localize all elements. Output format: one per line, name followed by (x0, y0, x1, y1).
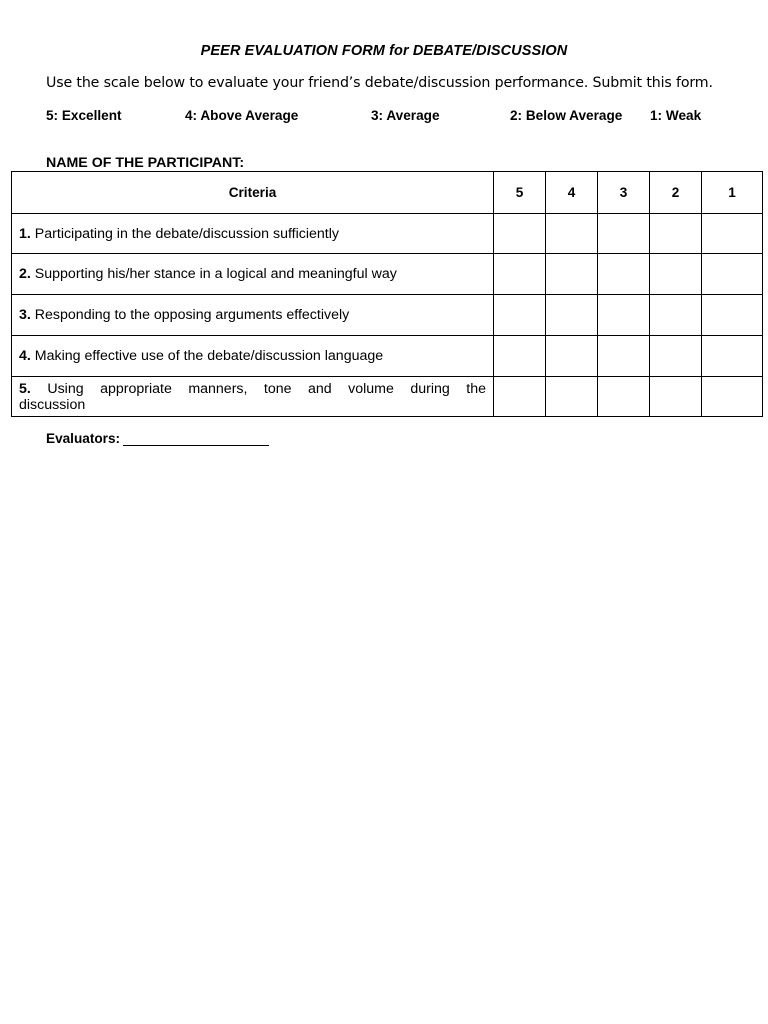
score-cell-1[interactable] (702, 254, 763, 295)
scale-average: 3: Average (371, 108, 440, 123)
score-cell-2[interactable] (650, 377, 702, 417)
form-title: PEER EVALUATION FORM for DEBATE/DISCUSSION (200, 43, 568, 59)
criterion-text: Using appropriate manners, tone and volume during the (47, 380, 486, 397)
score-cell-2[interactable] (650, 295, 702, 336)
score-cell-3[interactable] (598, 336, 650, 377)
score-cell-5[interactable] (494, 214, 546, 254)
criterion-number: 1. (19, 225, 31, 242)
scale-weak: 1: Weak (650, 108, 702, 123)
score-cell-2[interactable] (650, 214, 702, 254)
score-cell-3[interactable] (598, 214, 650, 254)
score-cell-2[interactable] (650, 254, 702, 295)
criterion-cell (12, 377, 494, 417)
score-cell-5[interactable] (494, 254, 546, 295)
score-cell-4[interactable] (546, 254, 598, 295)
participant-name-label: NAME OF THE PARTICIPANT: (46, 155, 245, 171)
criterion-number: 2. (19, 266, 31, 282)
evaluation-table (11, 171, 763, 417)
score-header-4: 4 (546, 172, 598, 214)
table-row (12, 254, 763, 295)
criteria-header: Criteria (12, 172, 494, 214)
criterion-line-1 (19, 381, 486, 397)
table-row (12, 214, 763, 254)
table-header-row (12, 172, 763, 214)
criterion-number: 3. (19, 307, 31, 323)
score-cell-4[interactable] (546, 377, 598, 417)
score-cell-3[interactable] (598, 254, 650, 295)
evaluators-field (46, 431, 269, 446)
criterion-number: 5. (19, 380, 31, 397)
score-cell-5[interactable] (494, 377, 546, 417)
criterion-text: Supporting his/her stance in a logical and meaningful way (34, 266, 397, 282)
criterion-cell (12, 214, 494, 254)
table-row (12, 295, 763, 336)
criterion-text: Making effective use of the debate/discussion language (34, 348, 384, 364)
score-cell-1[interactable] (702, 214, 763, 254)
criterion-text: Responding to the opposing arguments effectively (34, 307, 350, 323)
evaluators-label: Evaluators: (46, 431, 121, 446)
form-instructions: Use the scale below to evaluate your friend’s debate/discussion performance. Submit this form. (46, 75, 713, 91)
criterion-cell (12, 336, 494, 377)
score-cell-5[interactable] (494, 295, 546, 336)
score-cell-4[interactable] (546, 336, 598, 377)
score-header-2: 2 (650, 172, 702, 214)
score-cell-4[interactable] (546, 295, 598, 336)
criterion-cell (12, 295, 494, 336)
score-cell-3[interactable] (598, 295, 650, 336)
score-cell-3[interactable] (598, 377, 650, 417)
table-row (12, 377, 763, 417)
table-row (12, 336, 763, 377)
score-header-3: 3 (598, 172, 650, 214)
scale-below-average: 2: Below Average (510, 108, 623, 123)
criterion-text: Participating in the debate/discussion sufficiently (34, 225, 339, 242)
score-header-1: 1 (702, 172, 763, 214)
criterion-line-2: discussion (19, 396, 86, 413)
score-cell-1[interactable] (702, 336, 763, 377)
score-cell-4[interactable] (546, 214, 598, 254)
score-cell-1[interactable] (702, 295, 763, 336)
evaluators-blank-line[interactable] (123, 431, 269, 446)
score-header-5: 5 (494, 172, 546, 214)
criterion-number: 4. (19, 348, 31, 364)
scale-above-average: 4: Above Average (185, 108, 299, 123)
scale-excellent: 5: Excellent (46, 108, 122, 123)
score-cell-1[interactable] (702, 377, 763, 417)
score-cell-2[interactable] (650, 336, 702, 377)
criterion-cell (12, 254, 494, 295)
score-cell-5[interactable] (494, 336, 546, 377)
